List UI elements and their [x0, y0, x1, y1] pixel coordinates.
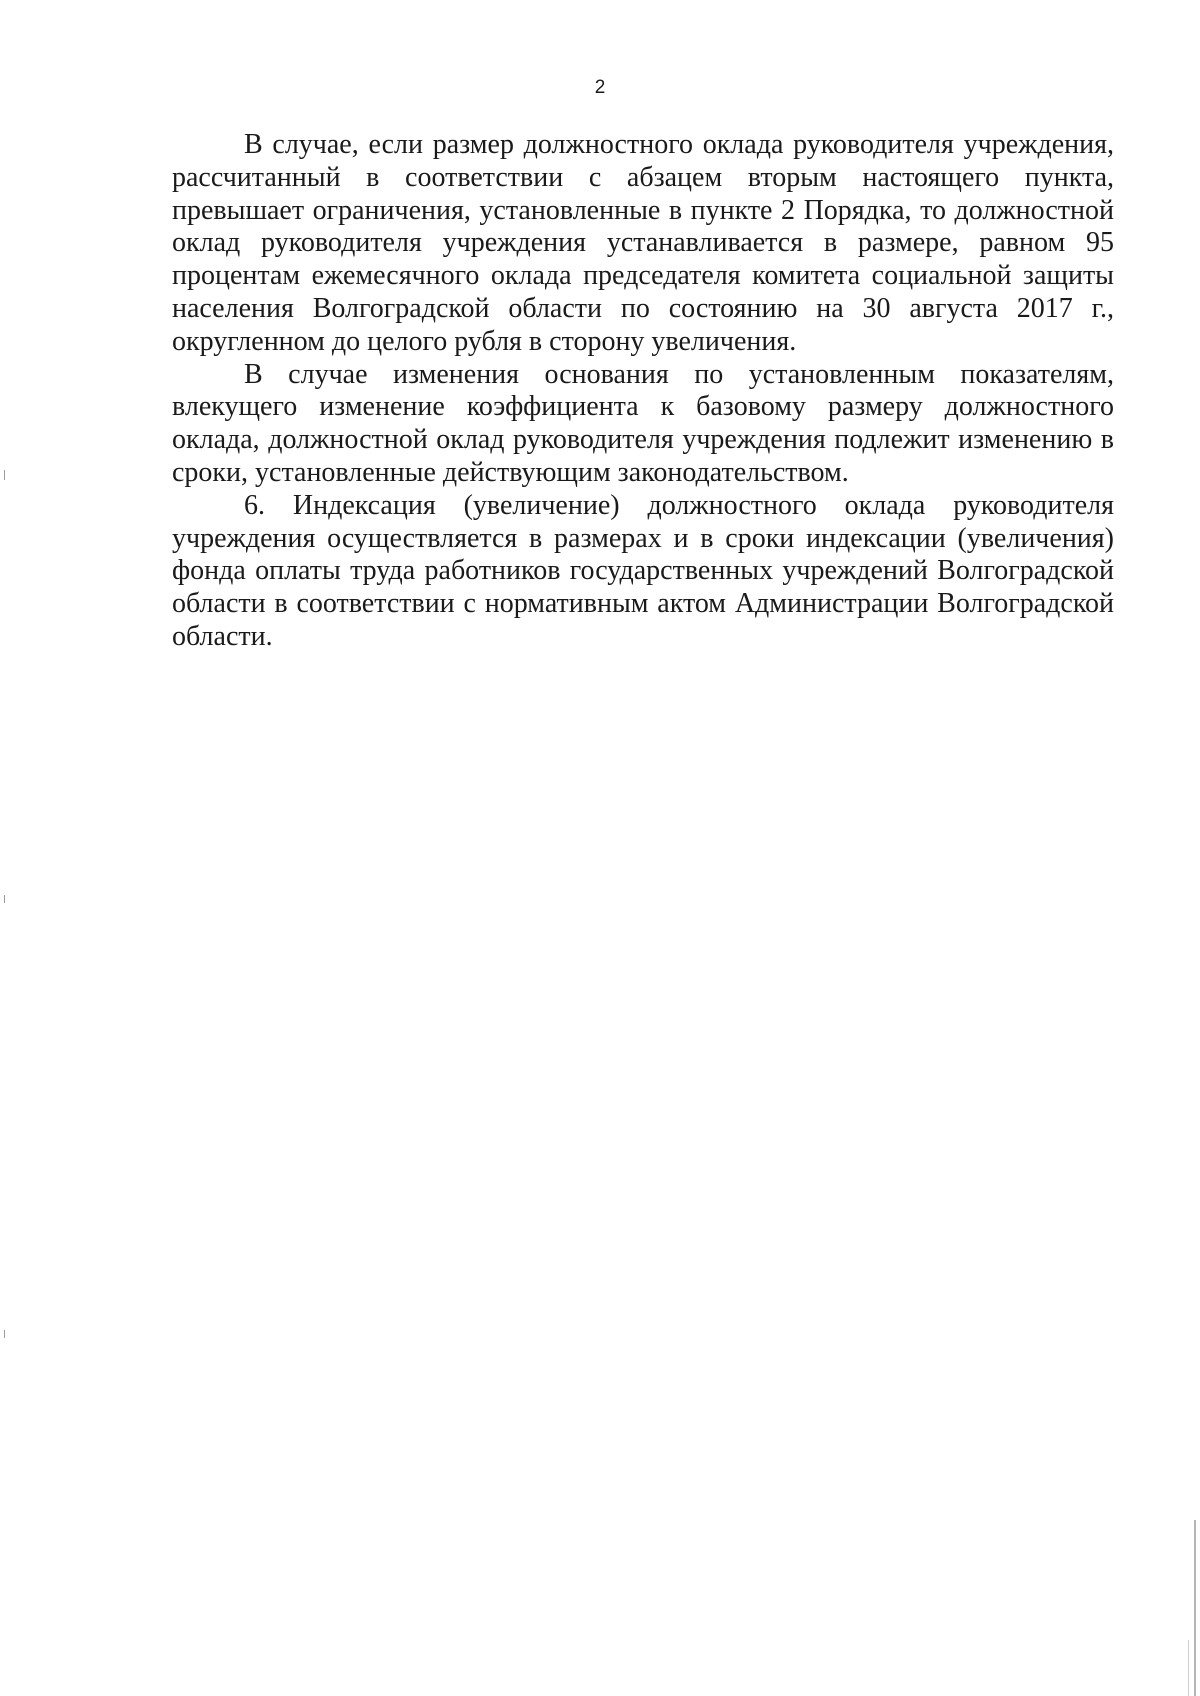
scan-edge-line: [1188, 1640, 1189, 1696]
paragraph-indexation: 6. Индексация (увеличение) должностного оклада руководителя учреждения осуществляется в размерах и в сроки индексации (увеличения) фонда оплаты труда работников государственных учреждений Волгоградской области в соответствии с нормативным актом Администрации Волгоградской области.: [172, 489, 1114, 652]
page-number: 2: [594, 77, 606, 98]
paragraph-coefficient-change: В случае изменения основания по установленным показателям, влекущего изменение коэффициента к базовому размеру должностного оклада, должностной оклад руководителя учреждения подлежит изменению в сроки, установленные действующим законодательством.: [172, 358, 1114, 488]
scan-artifact: [4, 470, 5, 480]
document-body: [172, 129, 1114, 654]
paragraph-salary-limit: В случае, если размер должностного оклада руководителя учреждения, рассчитанный в соответствии с абзацем вторым настоящего пункта, превышает ограничения, установленные в пункте 2 Порядка, то должностной оклад руководителя учреждения устанавливается в размере, равном 95 процентам ежемесячного оклада председателя комитета социальной защиты населения Волгоградской области по состоянию на 30 августа 2017 г., округленном до целого рубля в сторону увеличения.: [172, 129, 1114, 357]
scan-edge-line: [1194, 1520, 1196, 1696]
scan-artifact: [4, 895, 5, 903]
scan-artifact: [4, 1330, 5, 1338]
